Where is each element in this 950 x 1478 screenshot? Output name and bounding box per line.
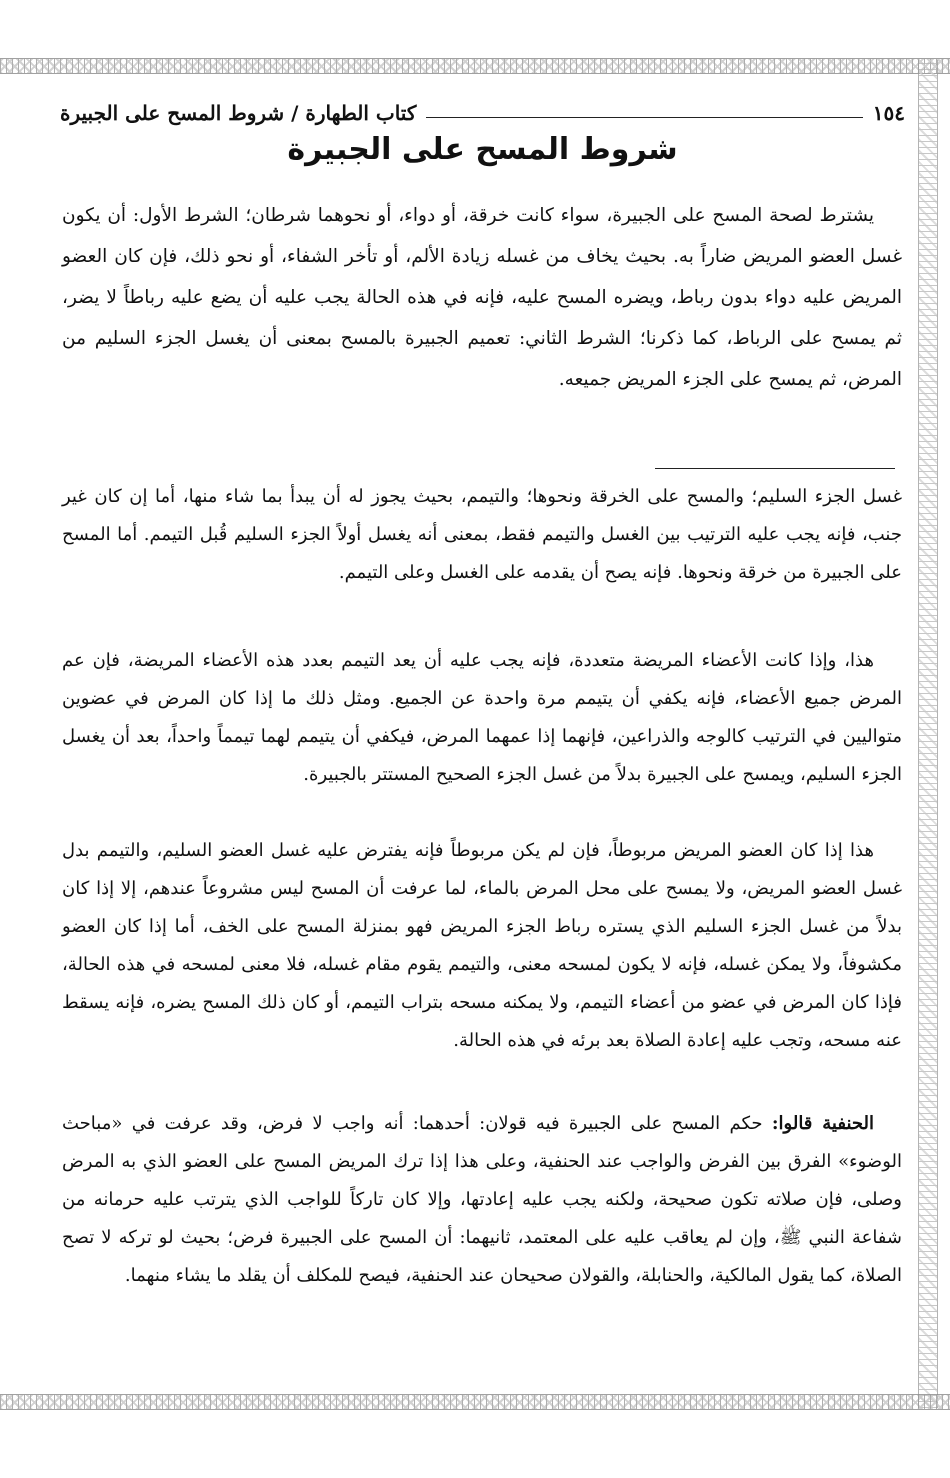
running-title: كتاب الطهارة / شروط المسح على الجبيرة [60, 101, 417, 125]
page-header [60, 96, 905, 130]
section-title: شروط المسح على الجبيرة [287, 132, 678, 167]
footnote-paragraph-1: غسل الجزء السليم؛ والمسح على الخرقة ونحوها؛ والتيمم، بحيث يجوز له أن يبدأ بما شاء منها، أما إن كان غير جنب، فإنه يجب عليه الترتيب بين الغسل والتيمم فقط، بمعنى أنه يغسل أولاً الجزء السليم قُبل التيمم. أما المسح على الجبيرة من خرقة ونحوها. فإنه يصح أن يقدمه على الغسل وعلى التيمم. [62, 486, 902, 583]
page-number: ١٥٤ [872, 101, 905, 125]
footnote-paragraph-3: هذا إذا كان العضو المريض مربوطاً، فإن لم يكن مربوطاً فإنه يفترض عليه غسل العضو السليم، والتيمم بدل غسل العضو المريض، ولا يمسح على محل المرض بالماء، لما عرفت أن المسح ليس مشروعاً عندهم، إلا إذا كان بدلاً من غسل الجزء السليم الذي يستره رباط الجزء المريض فهو بمنزلة المسح على الخف، أما إذا كان العضو مكشوفاً، ولا يمكن غسله، فإنه لا يكون لمسحه معنى، والتيمم يقوم مقام غسله، فلا معنى لمسحه في هذه الحالة، فإذا كان المرض في عضو من أعضاء التيمم، ولا يمكنه مسحه بتراب التيمم، أو كان ذلك المسح يضره، فإنه يسقط عنه مسحه، وتجب عليه إعادة الصلاة بعد برئه في هذه الحالة. [62, 840, 902, 1051]
main-paragraph: يشترط لصحة المسح على الجبيرة، سواء كانت خرقة، أو دواء، أو نحوهما شرطان؛ الشرط الأول: أن يكون غسل العضو المريض ضاراً به. بحيث يخاف من غسله زيادة الألم، أو تأخر الشفاء، أو نحو ذلك، فإن كان العضو المريض عليه دواء بدون رباط، ويضره المسح عليه، فإنه في هذه الحالة يجب عليه أن يضع عليه رباطاً لا يضر، ثم يمسح على الرباط، كما ذكرنا؛ الشرط الثاني: تعميم الجبيرة بالمسح بمعنى أن يغسل الجزء السليم من المرض، ثم يمسح على الجزء المريض جميعه. [62, 205, 902, 390]
footnote-paragraph-4 [62, 1105, 902, 1295]
hanafi-text: حكم المسح على الجبيرة فيه قولان: أحدهما: أنه واجب لا فرض، وقد عرفت في «مباحث الوضوء» الفرق بين الفرض والواجب عند الحنفية، وعلى هذا إذا ترك المريض المسح على العضو الذي به المرض وصلى، فإن صلاته تكون صحيحة، ولكنه يجب عليه إعادتها، وإلا كان تاركاً للواجب الذي يترتب عليه حرمانه من شفاعة النبي ﷺ، وإن لم يعاقب عليه على المعتمد، ثانيهما: أن المسح على الجبيرة فرض؛ بحيث لو تركه لا تصح الصلاة، كما يقول المالكية، والحنابلة، والقولان صحيحان عند الحنفية، فيصح للمكلف أن يقلد ما يشاء منهما. [62, 1113, 902, 1286]
footnote-divider [655, 468, 895, 469]
decorative-border-top [0, 58, 950, 74]
footnote-paragraph-2: هذا، وإذا كانت الأعضاء المريضة متعددة، فإنه يجب عليه أن يعد التيمم بعدد هذه الأعضاء المريضة، فإن عم المرض جميع الأعضاء، فإنه يكفي أن يتيمم مرة واحدة عن الجميع. ومثل ذلك ما إذا كان المرض في عضوين متواليين في الترتيب كالوجه والذراعين، فإنهما إذا عمهما المرض، فيكفي أن يتيمم لهما تيمماً واحداً، بعد أن يغسل الجزء السليم، ويمسح على الجبيرة بدلاً من غسل الجزء الصحيح المستتر بالجبيرة. [62, 650, 902, 785]
decorative-border-bottom [0, 1394, 950, 1410]
decorative-border-side [918, 60, 938, 1408]
header-rule [426, 117, 862, 118]
hanafi-lead: الحنفية قالوا: [771, 1113, 875, 1134]
